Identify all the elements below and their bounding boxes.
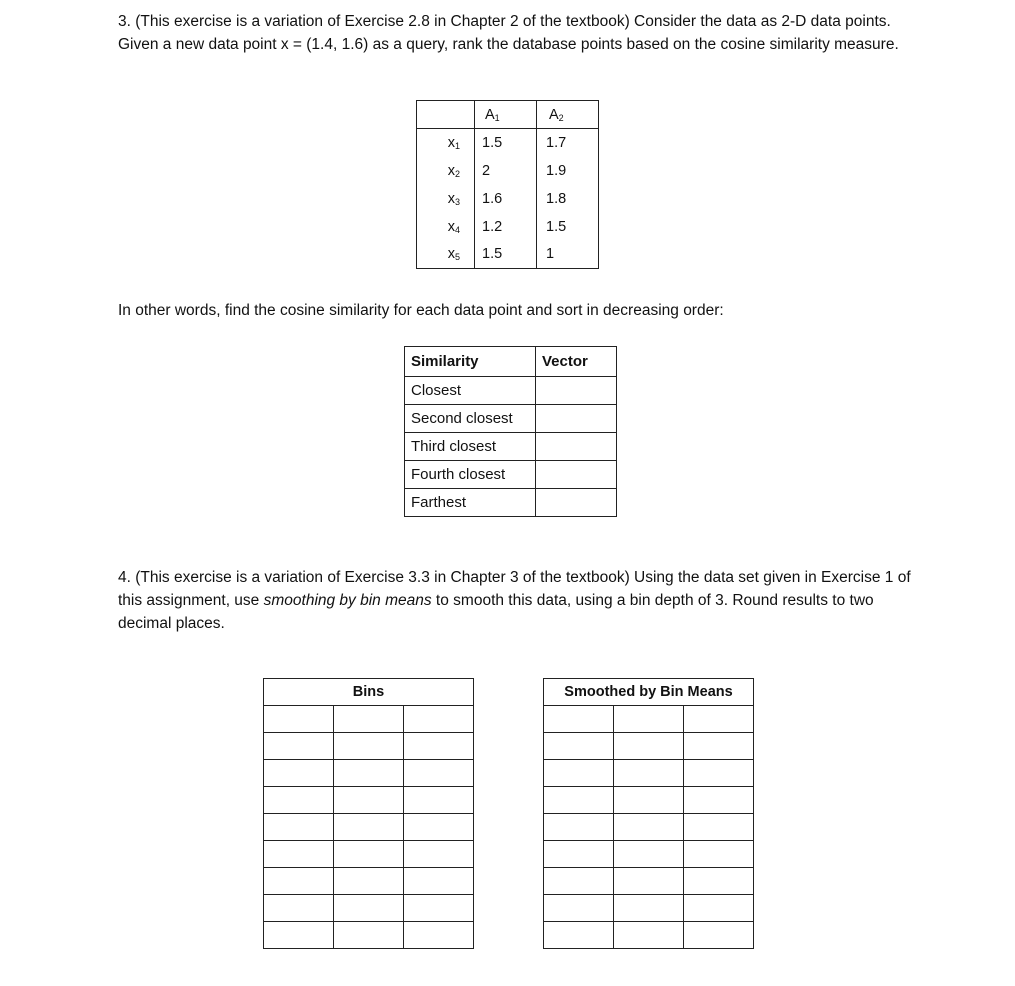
row-label: $x_2$ [417,157,475,185]
rank-label: Fourth closest [405,461,536,489]
data-points-table [416,100,599,269]
answer-cell[interactable] [614,814,684,841]
table-row [544,895,754,922]
answer-cell[interactable] [614,760,684,787]
table-row [264,868,474,895]
answer-cell[interactable] [684,787,754,814]
answer-cell[interactable] [544,787,614,814]
table-row [405,461,617,489]
header-a2: $A_2$ [537,101,599,129]
answer-cell[interactable] [404,787,474,814]
answer-cell[interactable] [684,922,754,949]
answer-cell[interactable] [544,922,614,949]
answer-cell[interactable] [684,760,754,787]
row-label: $x_5$ [417,241,475,269]
answer-cell[interactable] [614,868,684,895]
answer-cell[interactable] [544,868,614,895]
bins-table-body [264,706,474,949]
vector-cell[interactable] [536,377,617,405]
table-row [544,787,754,814]
answer-cell[interactable] [544,895,614,922]
answer-cell[interactable] [684,895,754,922]
question-4-text: 4. (This exercise is a variation of Exercise 3.3 in Chapter 3 of the textbook) Using the data set given in Exercise 1 of this assignment, use smoothing by bin means to smooth this data, using a bin depth of 3. Round results to two decimal places. [118,569,911,632]
a2-value: 1.7 [537,129,599,157]
answer-cell[interactable] [614,895,684,922]
answer-cell[interactable] [614,706,684,733]
table-row [405,405,617,433]
table-row [264,922,474,949]
rank-label: Third closest [405,433,536,461]
table-row [544,760,754,787]
data-table-corner [417,101,475,129]
table-row [544,868,754,895]
vector-cell[interactable] [536,405,617,433]
smoothed-table-header [544,679,754,706]
answer-cell[interactable] [334,787,404,814]
similarity-ranking-table [404,346,617,517]
row-label: $x_1$ [417,129,475,157]
table-row [264,787,474,814]
header-bins: Bins [264,679,474,706]
answer-cell[interactable] [334,841,404,868]
table-row [417,241,599,269]
answer-cell[interactable] [264,733,334,760]
a1-value: 2 [475,157,537,185]
answer-cell[interactable] [544,733,614,760]
table-row [544,922,754,949]
vector-cell[interactable] [536,489,617,517]
table-row [264,895,474,922]
answer-cell[interactable] [334,733,404,760]
table-row [264,706,474,733]
table-row [264,733,474,760]
answer-cell[interactable] [334,895,404,922]
question-3-text: 3. (This exercise is a variation of Exercise 2.8 in Chapter 2 of the textbook) Consider the data as 2-D data points. Given a new data point x = (1.4, 1.6) as a query, rank the database points based on the cosine similarity measure. [118,13,899,53]
answer-cell[interactable] [614,841,684,868]
table-row [417,213,599,241]
answer-cell[interactable] [264,814,334,841]
smoothed-table-body [544,706,754,949]
rank-label: Closest [405,377,536,405]
a2-value: 1.5 [537,213,599,241]
answer-cell[interactable] [684,733,754,760]
answer-cell[interactable] [544,841,614,868]
table-row [405,489,617,517]
table-row [405,377,617,405]
table-row [405,433,617,461]
answer-cell[interactable] [684,868,754,895]
answer-cell[interactable] [404,760,474,787]
a1-value: 1.6 [475,185,537,213]
answer-cell[interactable] [264,760,334,787]
answer-cell[interactable] [264,895,334,922]
answer-cell[interactable] [334,868,404,895]
answer-cell[interactable] [404,814,474,841]
table-row [544,706,754,733]
answer-cell[interactable] [684,841,754,868]
answer-cell[interactable] [334,814,404,841]
answer-cell[interactable] [264,841,334,868]
emphasis-smoothing: smoothing by bin means [263,592,432,609]
table-row [264,814,474,841]
answer-cell[interactable] [544,814,614,841]
bins-table [263,678,474,949]
answer-cell[interactable] [404,733,474,760]
answer-cell[interactable] [614,922,684,949]
answer-cell[interactable] [404,922,474,949]
answer-cell[interactable] [614,733,684,760]
row-label: $x_3$ [417,185,475,213]
answer-cell[interactable] [544,760,614,787]
vector-cell[interactable] [536,433,617,461]
table-row [264,841,474,868]
table-row [544,841,754,868]
answer-cell[interactable] [544,706,614,733]
rank-label: Farthest [405,489,536,517]
header-vector: Vector [536,347,617,377]
answer-cell[interactable] [684,814,754,841]
vector-cell[interactable] [536,461,617,489]
table-row [264,760,474,787]
a2-value: 1.9 [537,157,599,185]
table-row [417,157,599,185]
a1-value: 1.5 [475,241,537,269]
answer-cell[interactable] [334,922,404,949]
answer-cell[interactable] [404,895,474,922]
bins-table-header [264,679,474,706]
question-3-instruction: In other words, find the cosine similarity for each data point and sort in decreasing order: [118,302,724,319]
smoothed-table [543,678,754,949]
table-row [544,733,754,760]
answer-cell[interactable] [404,868,474,895]
similarity-table-header [405,347,617,377]
table-row [417,129,599,157]
answer-cell[interactable] [264,868,334,895]
answer-cell[interactable] [334,760,404,787]
a1-value: 1.2 [475,213,537,241]
answer-cell[interactable] [264,922,334,949]
answer-cell[interactable] [404,706,474,733]
answer-cell[interactable] [334,706,404,733]
table-row [544,814,754,841]
table-row [417,185,599,213]
a1-value: 1.5 [475,129,537,157]
header-similarity: Similarity [405,347,536,377]
answer-cell[interactable] [264,706,334,733]
a2-value: 1.8 [537,185,599,213]
rank-label: Second closest [405,405,536,433]
answer-cell[interactable] [684,706,754,733]
a2-value: 1 [537,241,599,269]
header-a1: $A_1$ [475,101,537,129]
answer-cell[interactable] [614,787,684,814]
header-smoothed: Smoothed by Bin Means [544,679,754,706]
row-label: $x_4$ [417,213,475,241]
data-table-header [417,101,599,129]
answer-cell[interactable] [404,841,474,868]
answer-cell[interactable] [264,787,334,814]
